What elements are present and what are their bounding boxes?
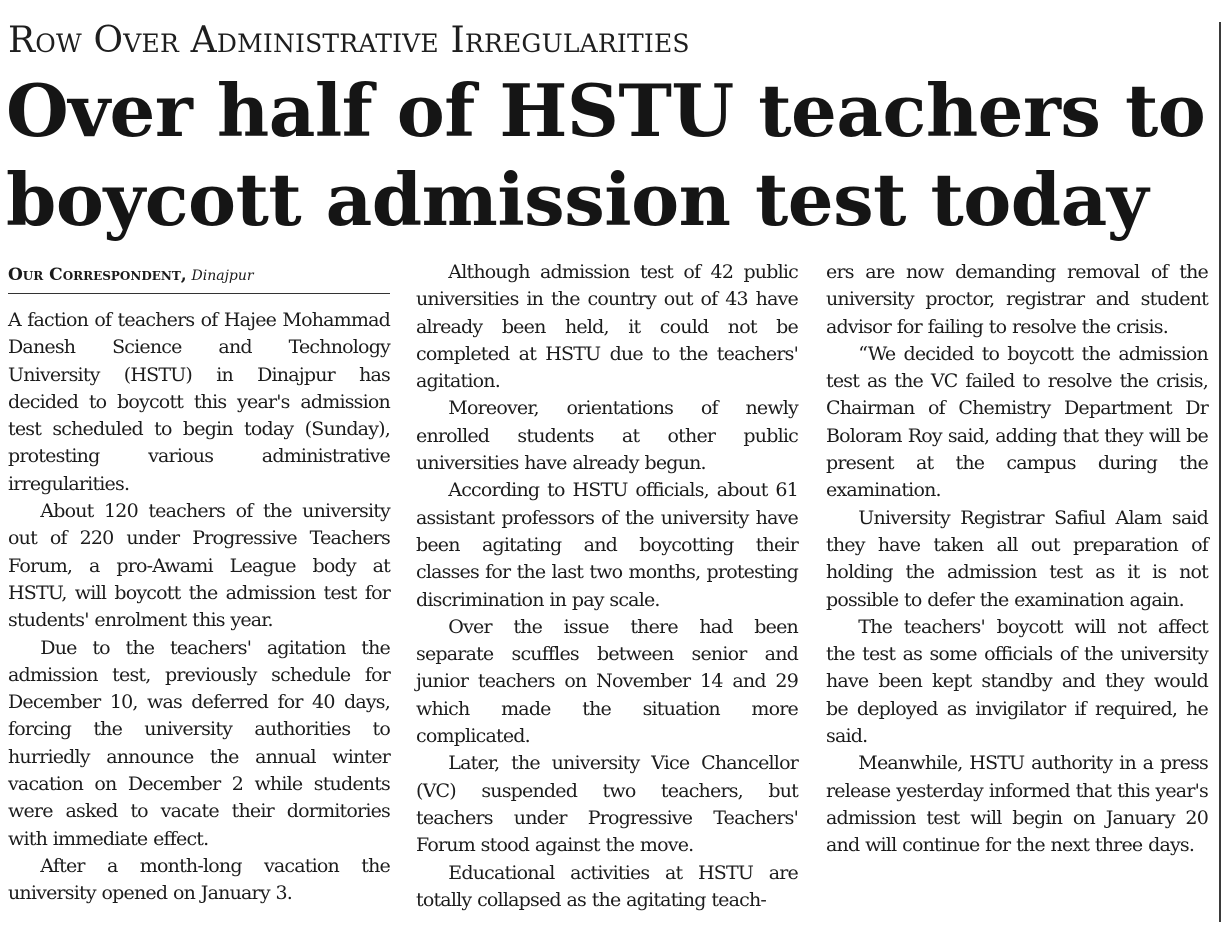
- article-paragraph: About 120 teachers of the university out of 220 under Progressive Teachers Forum, a pro-Awami League body at HSTU, will boycott the admission test for students' enrolment this year.: [8, 500, 390, 632]
- column-rule: [1219, 22, 1221, 922]
- article-paragraph: “We decided to boycott the admission test as the VC failed to resolve the crisis, Chairman of Chemistry Department Dr Boloram Roy said, adding that they will be present at the campus during the examination.: [826, 342, 1208, 502]
- article-kicker: Row Over Administrative Irregularities: [8, 20, 690, 61]
- article-headline: Over half of HSTU teachers to boycott admission test today: [6, 68, 1206, 242]
- byline-location: Dinajpur: [191, 268, 254, 284]
- article-column-1: [8, 307, 390, 908]
- article-paragraph: University Registrar Safiul Alam said they have taken all out preparation of holding the admission test as it is not possible to defer the examination again.: [826, 506, 1208, 611]
- article-paragraph: Over the issue there had been separate scuffles between senior and junior teachers on November 14 and 29 which made the situation more complicated.: [416, 615, 798, 748]
- article-paragraph: Due to the teachers' agitation the admission test, previously schedule for December 10, was deferred for 40 days, forcing the university authorities to hurriedly announce the annual winter vacation on December 2 while students were asked to vacate their dormitories with immediate effect.: [8, 636, 390, 850]
- article-column-2: [416, 259, 798, 914]
- byline: [8, 263, 390, 294]
- byline-correspondent: Our Correspondent,: [8, 265, 187, 285]
- article-paragraph: Moreover, orientations of newly enrolled students at other public universities have already begun.: [416, 397, 798, 475]
- article-paragraph: Later, the university Vice Chancellor (VC) suspended two teachers, but teachers under Progressive Teachers' Forum stood against the move.: [416, 752, 798, 857]
- article-paragraph: A faction of teachers of Hajee Mohammad Danesh Science and Technology University (HSTU) in Dinajpur has decided to boycott this year's admission test scheduled to begin today (Sunday), protesting various administrative irregularities.: [8, 309, 390, 495]
- article-paragraph: According to HSTU officials, about 61 assistant professors of the university have been agitating and boycotting their classes for the last two months, protesting discrimination in pay scale.: [416, 479, 798, 611]
- article-paragraph-split-start: Educational activities at HSTU are totally collapsed as the agitating teach-: [416, 861, 798, 911]
- article-column-3: [826, 259, 1208, 860]
- article-paragraph: The teachers' boycott will not affect the test as some officials of the university have been kept standby and they would be deployed as invigilator if required, he said.: [826, 615, 1208, 748]
- article-paragraph-split-end: ers are now demanding removal of the university proctor, registrar and student advisor for failing to resolve the crisis.: [826, 261, 1208, 338]
- article-paragraph: Meanwhile, HSTU authority in a press release yesterday informed that this year's admission test will begin on January 20 and will continue for the next three days.: [826, 752, 1208, 857]
- article-paragraph: Although admission test of 42 public universities in the country out of 43 have already been held, it could not be completed at HSTU due to the teachers' agitation.: [416, 261, 798, 393]
- article-paragraph: After a month-long vacation the university opened on January 3.: [8, 854, 390, 905]
